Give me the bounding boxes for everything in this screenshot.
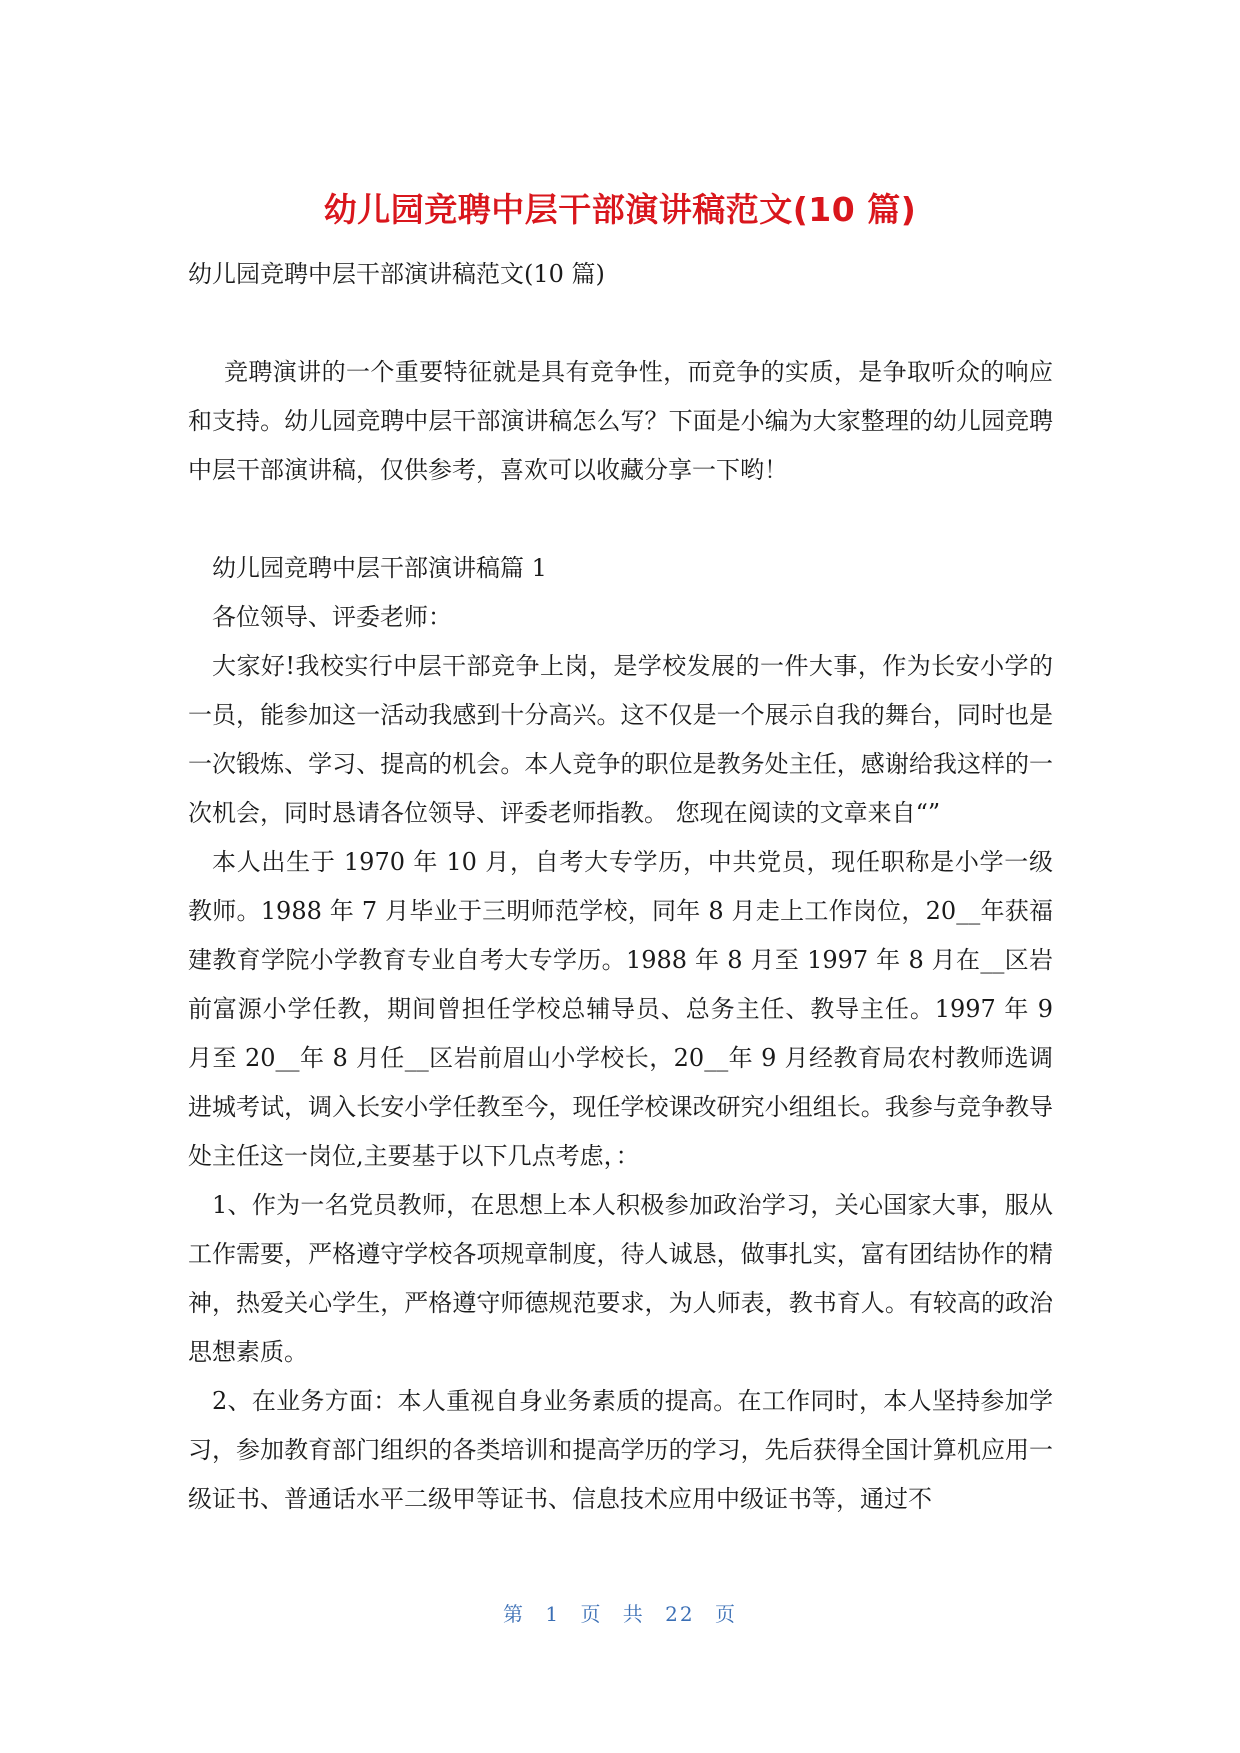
body-paragraph: 本人出生于 1970 年 10 月，自考大专学历，中共党员，现任职称是小学一级教师。1988 年 7 月毕业于三明师范学校，同年 8 月走上工作岗位，20__年获福建教育学院小学教育专业自考大专学历。1988 年 8 月至 1997 年 8 月在__区岩前富源小学任教，期间曾担任学校总辅导员、总务主任、教导主任。1997 年 9 月至 20__年 8 月任__区岩前眉山小学校长，20__年 9 月经教育局农村教师选调进城考试，调入长安小学任教至今，现任学校课改研究小组组长。我参与竞争教导处主任这一岗位,主要基于以下几点考虑，：	[188, 848, 1053, 1170]
footer-current-page: 1	[545, 1602, 561, 1626]
page-footer	[0, 1598, 1240, 1627]
body-paragraph: 2、在业务方面：本人重视自身业务素质的提高。在工作同时，本人坚持参加学习，参加教育部门组织的各类培训和提高学历的学习，先后获得全国计算机应用一级证书、普通话水平二级甲等证书、信息技术应用中级证书等，通过不	[188, 1387, 1053, 1513]
footer-total-pages: 22	[665, 1602, 695, 1626]
spacer	[188, 299, 1053, 348]
document-title: 幼儿园竞聘中层干部演讲稿范文(10 篇)	[323, 190, 917, 229]
document-body	[188, 250, 1053, 1524]
body-paragraph: 1、作为一名党员教师，在思想上本人积极参加政治学习，关心国家大事，服从工作需要，严格遵守学校各项规章制度，待人诚恳，做事扎实，富有团结协作的精神，热爱关心学生，严格遵守师德规范要求，为人师表，教书育人。有较高的政治思想素质。	[188, 1191, 1053, 1366]
footer-middle: 页 共	[580, 1602, 645, 1626]
footer-prefix: 第	[503, 1602, 525, 1626]
greeting: 各位领导、评委老师：	[212, 603, 452, 631]
footer-suffix: 页	[714, 1602, 737, 1626]
document-subtitle: 幼儿园竞聘中层干部演讲稿范文(10 篇)	[188, 260, 605, 288]
spacer	[188, 495, 1053, 544]
intro-paragraph: 竞聘演讲的一个重要特征就是具有竞争性，而竞争的实质，是争取听众的响应和支持。幼儿园竞聘中层干部演讲稿怎么写？下面是小编为大家整理的幼儿园竞聘中层干部演讲稿，仅供参考，喜欢可以收藏分享一下哟！	[188, 358, 1053, 484]
body-paragraph: 大家好!我校实行中层干部竞争上岗，是学校发展的一件大事，作为长安小学的一员，能参加这一活动我感到十分高兴。这不仅是一个展示自我的舞台，同时也是一次锻炼、学习、提高的机会。本人竞争的职位是教务处主任，感谢给我这样的一次机会，同时恳请各位领导、评委老师指教。 您现在阅读的文章来自“”	[188, 652, 1053, 827]
section-heading: 幼儿园竞聘中层干部演讲稿篇 1	[212, 554, 547, 582]
